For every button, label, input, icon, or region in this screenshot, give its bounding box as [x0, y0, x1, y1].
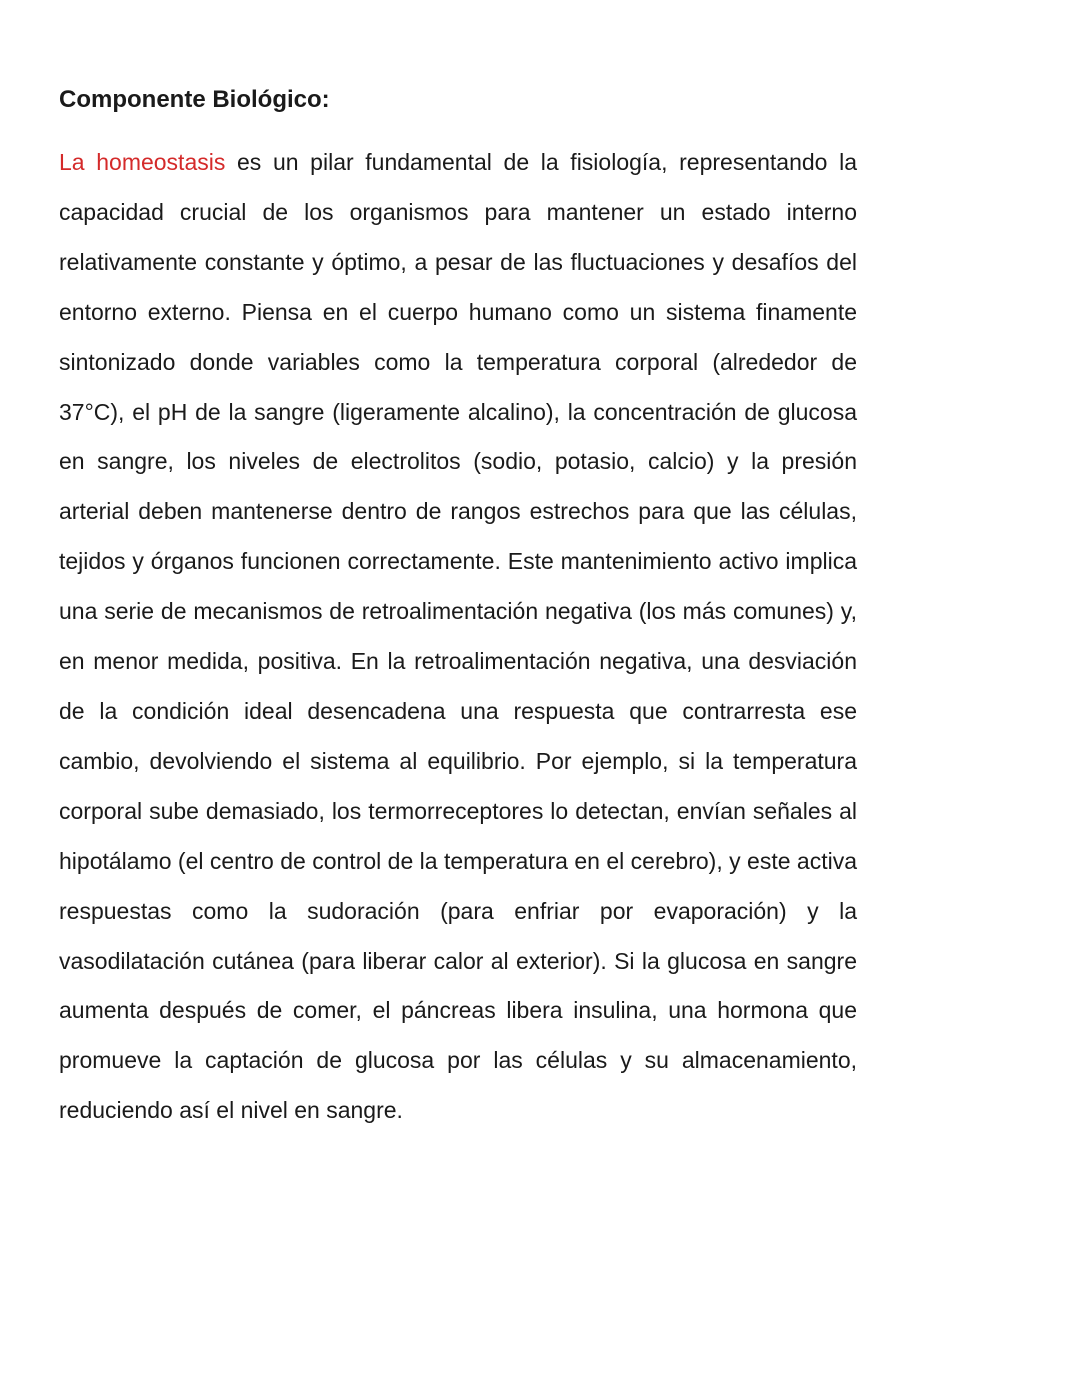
document-page: [59, 84, 857, 1136]
highlighted-term: La homeostasis: [59, 149, 226, 175]
section-heading: Componente Biológico:: [59, 86, 330, 113]
body-paragraph: [59, 138, 857, 1136]
paragraph-text: es un pilar fundamental de la fisiología, representando la capacidad crucial de los organismos para mantener un estado interno relativamente constante y óptimo, a pesar de las fluctuaciones y desafíos del entorno externo. Piensa en el cuerpo humano como un sistema finamente sintonizado donde variables como la temperatura corporal (alrededor de 37°C), el pH de la sangre (ligeramente alcalino), la concentración de glucosa en sangre, los niveles de electrolitos (sodio, potasio, calcio) y la presión arterial deben mantenerse dentro de rangos estrechos para que las células, tejidos y órganos funcionen correctamente. Este mantenimiento activo implica una serie de mecanismos de retroalimentación negativa (los más comunes) y, en menor medida, positiva. En la retroalimentación negativa, una desviación de la condición ideal desencadena una respuesta que contrarresta ese cambio, devolviendo el sistema al equilibrio. Por ejemplo, si la temperatura corporal sube demasiado, los termorreceptores lo detectan, envían señales al hipotálamo (el centro de control de la temperatura en el cerebro), y este activa respuestas como la sudoración (para enfriar por evaporación) y la vasodilatación cutánea (para liberar calor al exterior). Si la glucosa en sangre aumenta después de comer, el páncreas libera insulina, una hormona que promueve la captación de glucosa por las células y su almacenamiento, reduciendo así el nivel en sangre.: [59, 149, 858, 1124]
